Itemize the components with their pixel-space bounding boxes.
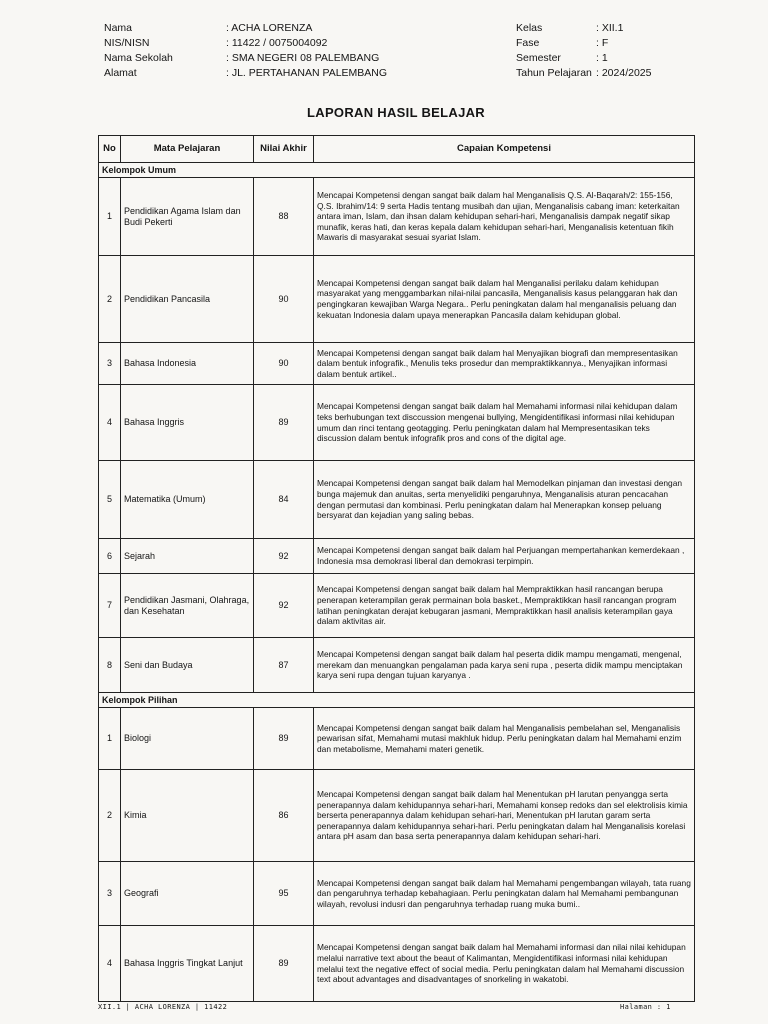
row-no: 6 — [99, 539, 121, 574]
nama-value: : ACHA LORENZA — [226, 22, 313, 34]
nis-value: : 11422 / 0075004092 — [226, 37, 328, 49]
row-subject: Pendidikan Agama Islam dan Budi Pekerti — [121, 178, 254, 256]
row-subject: Biologi — [121, 708, 254, 770]
table-row — [99, 256, 695, 343]
row-score: 89 — [254, 385, 314, 461]
row-subject: Matematika (Umum) — [121, 461, 254, 539]
row-score: 90 — [254, 343, 314, 385]
row-score: 95 — [254, 862, 314, 926]
semester-value: : 1 — [596, 52, 608, 64]
row-score: 88 — [254, 178, 314, 256]
row-no: 1 — [99, 708, 121, 770]
table-row — [99, 638, 695, 693]
table-row — [99, 385, 695, 461]
row-subject: Pendidikan Jasmani, Olahraga, dan Kesehatan — [121, 574, 254, 638]
row-no: 3 — [99, 862, 121, 926]
kelas-label: Kelas — [516, 22, 543, 34]
row-score: 84 — [254, 461, 314, 539]
row-subject: Bahasa Indonesia — [121, 343, 254, 385]
header-no: No — [99, 136, 121, 163]
table-row — [99, 461, 695, 539]
row-subject: Seni dan Budaya — [121, 638, 254, 693]
footer-page-number: Halaman : 1 — [620, 1003, 671, 1011]
row-no: 5 — [99, 461, 121, 539]
row-score: 89 — [254, 708, 314, 770]
row-score: 90 — [254, 256, 314, 343]
header-nilai: Nilai Akhir — [254, 136, 314, 163]
nis-label: NIS/NISN — [104, 37, 150, 49]
header-capaian: Capaian Kompetensi — [314, 136, 695, 163]
row-subject: Geografi — [121, 862, 254, 926]
kelas-value: : XII.1 — [596, 22, 624, 34]
nama-label: Nama — [104, 22, 133, 34]
table-row — [99, 770, 695, 862]
info-row-1 — [104, 21, 704, 36]
row-competence: Mencapai Kompetensi dengan sangat baik dalam hal Menyajikan biografi dan mempresentasikan dalam bentuk infografik., Menulis teks prosedur dan mempraktikkannya., Menyajikan informasi dalam bentuk artikel.. — [314, 343, 695, 385]
row-subject: Kimia — [121, 770, 254, 862]
table-row — [99, 539, 695, 574]
row-competence: Mencapai Kompetensi dengan sangat baik dalam hal Perjuangan mempertahankan kemerdekaan , Indonesia msa demokrasi liberal dan demokrasi terpimpin. — [314, 539, 695, 574]
table-row — [99, 343, 695, 385]
table-row — [99, 708, 695, 770]
info-row-2 — [104, 36, 704, 51]
report-title: LAPORAN HASIL BELAJAR — [307, 105, 485, 120]
table-row — [99, 574, 695, 638]
alamat-label: Alamat — [104, 67, 137, 79]
row-no: 2 — [99, 770, 121, 862]
row-no: 2 — [99, 256, 121, 343]
group-row-umum — [99, 163, 695, 178]
row-no: 3 — [99, 343, 121, 385]
row-no: 8 — [99, 638, 121, 693]
alamat-value: : JL. PERTAHANAN PALEMBANG — [226, 67, 388, 79]
student-info — [104, 21, 704, 81]
row-subject: Pendidikan Pancasila — [121, 256, 254, 343]
row-competence: Mencapai Kompetensi dengan sangat baik dalam hal Menentukan pH larutan penyangga serta penerapannya dalam kehidupannya sehari-hari, Memahami konsep redoks dan sel elektrolisis kimia berserta penerapannya dalam kehidupan sehari-hari, Menentukan pH larutan garam serta penerapannya dalam kehidupannya sehari-hari. Perlu peningkatan dalam hal Menganalisis korelasi antara pH asam dan basa serta penerapannya dalam kehidupan sehari-hari. — [314, 770, 695, 862]
table-header-row — [99, 136, 695, 163]
sekolah-label: Nama Sekolah — [104, 52, 173, 64]
info-row-3 — [104, 51, 704, 66]
row-competence: Mencapai Kompetensi dengan sangat baik dalam hal peserta didik mampu mengamati, mengenal, merekam dan menuangkan pengalaman pada karya seni rupa , peserta didik mampu menciptakan karya seni rupa dengan tujuan karyanya . — [314, 638, 695, 693]
row-no: 1 — [99, 178, 121, 256]
row-competence: Mencapai Kompetensi dengan sangat baik dalam hal Memahami informasi nilai kehidupan dalam teks berhubungan text disccussion mengenai bullying, Mengidentifikasi informasi nilai kehidupan umum dan rinci tentang geotagging. Perlu peningkatan dalam hal Mempresentasikan teks discussion dalam bentuk infografik pros and cons of the digital age. — [314, 385, 695, 461]
info-row-4 — [104, 66, 704, 81]
fase-label: Fase — [516, 37, 540, 49]
footer-student-id: XII.1 | ACHA LORENZA | 11422 — [98, 1003, 228, 1011]
table-row — [99, 926, 695, 1002]
row-competence: Mencapai Kompetensi dengan sangat baik dalam hal Menganalisis pembelahan sel, Menganalisis pewarisan sifat, Memahami mutasi makhluk hidup. Perlu peningkatan dalam hal Memahami enzim dan metabolisme, Memahami materi genetik. — [314, 708, 695, 770]
group-label: Kelompok Umum — [99, 163, 695, 178]
table-row — [99, 862, 695, 926]
row-no: 4 — [99, 385, 121, 461]
row-competence: Mencapai Kompetensi dengan sangat baik dalam hal Memodelkan pinjaman dan investasi dengan bunga majemuk dan anuitas, serta menyelidiki pengaruhnya, Menganalisis aturan pencacahan dengan permutasi dan kombinasi. Perlu peningkatan dalam hal Menerapkan konsep peluang bersyarat dan kejadian yang saling bebas. — [314, 461, 695, 539]
row-competence: Mencapai Kompetensi dengan sangat baik dalam hal Menganalisi perilaku dalam kehidupan masyarakat yang menggambarkan nilai-nilai pancasila, Menganalisis kasus pelanggaran hak dan pengingkaran kewajiban Warga Negara.. Perlu peningkatan dalam hal menganalisis peluang dan kekuatan Indonesia dalam upaya menerapkan Pancasila dalam kehidupan global. — [314, 256, 695, 343]
header-mapel: Mata Pelajaran — [121, 136, 254, 163]
row-score: 92 — [254, 574, 314, 638]
semester-label: Semester — [516, 52, 561, 64]
row-subject: Bahasa Inggris Tingkat Lanjut — [121, 926, 254, 1002]
row-score: 87 — [254, 638, 314, 693]
row-competence: Mencapai Kompetensi dengan sangat baik dalam hal Memahami informasi dan nilai nilai kehidupan melalui narrative text about the beaut of Kalimantan, Mengidentifikasi informasi nilai kehidupan melalui text the negative effect of social media. Perlu peningkatan dalam hal Memahami discussion text about advantages and disadvantages of snorkeling in wakatobi. — [314, 926, 695, 1002]
row-competence: Mencapai Kompetensi dengan sangat baik dalam hal Memahami pengembangan wilayah, tata ruang dan pengaruhnya terhadap kebahagiaan. Perlu peningkatan dalam hal Memahami pembangunan wilayah, revolusi indusri dan pengaruhnya terhadap ruang muka bumi.. — [314, 862, 695, 926]
row-score: 86 — [254, 770, 314, 862]
row-score: 89 — [254, 926, 314, 1002]
row-competence: Mencapai Kompetensi dengan sangat baik dalam hal Mempraktikkan hasil rancangan berupa penerapan keterampilan gerak permainan bola basket., Mempraktikkan hasil rancangan program latihan peningkatan derajat kebugaran jasmani, Mempraktikkan hasil analisis keterampilan gaya dalam aktivitas air. — [314, 574, 695, 638]
sekolah-value: : SMA NEGERI 08 PALEMBANG — [226, 52, 380, 64]
group-label: Kelompok Pilihan — [99, 693, 695, 708]
row-no: 7 — [99, 574, 121, 638]
grades-table — [98, 135, 695, 1002]
row-no: 4 — [99, 926, 121, 1002]
group-row-pilihan — [99, 693, 695, 708]
row-subject: Sejarah — [121, 539, 254, 574]
row-competence: Mencapai Kompetensi dengan sangat baik dalam hal Menganalisis Q.S. Al-Baqarah/2: 155-156, Q.S. Ibrahim/14: 9 serta Hadis tentang musibah dan ujian, Menganalisis cabang iman: keterkaitan antara iman, Islam, dan ihsan dalam kehidupan sehari-hari, Menganalisis dampak negatif sikap munafik, keras hati, dan keras kepala dalam kehidupan sehari-hari, Menganalisis ketentuan fikih Mawaris di masyarakat sesuai syariat Islam. — [314, 178, 695, 256]
tahun-value: : 2024/2025 — [596, 67, 652, 79]
fase-value: : F — [596, 37, 609, 49]
tahun-label: Tahun Pelajaran — [516, 67, 592, 79]
row-subject: Bahasa Inggris — [121, 385, 254, 461]
row-score: 92 — [254, 539, 314, 574]
table-row — [99, 178, 695, 256]
